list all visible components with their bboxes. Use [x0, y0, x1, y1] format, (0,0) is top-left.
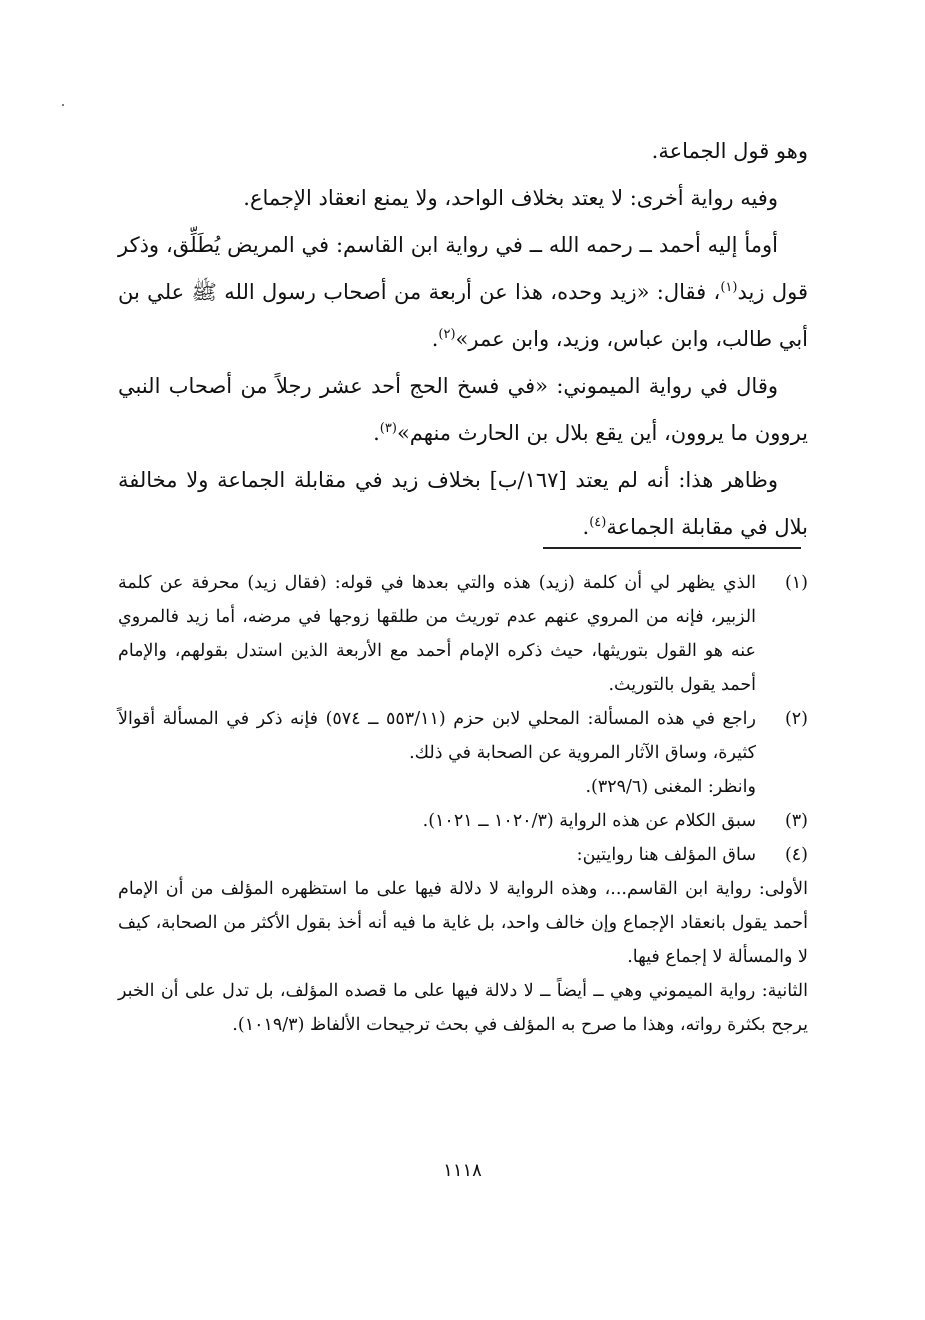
footnote-1-number: (١) [784, 573, 808, 593]
footnote-2-text-b: وانظر: المغنى (٣٢٩/٦). [585, 777, 756, 797]
footnote-1 [118, 566, 808, 702]
footnote-4-second: الثانية: رواية الميموني وهي ــ أيضاً ــ لا دلالة فيها على ما قصده المؤلف، بل تدل على أن الخبر يرجح بكثرة رواته، وهذا ما صرح به المؤلف في بحث ترجيحات الألفاظ (١٠١٩/٣). [118, 981, 808, 1035]
footnote-4-continuation [118, 872, 808, 1042]
footnote-1-text: الذي يظهر لي أن كلمة (زيد) هذه والتي بعدها في قوله: (فقال زيد) محرفة عن كلمة الزبير، فإنه من المروي عنهم عدم توريث من طلقها زوجها في مرضه، أما زيد فالمروي عنه هو القول بتوريثها، حيث ذكره الإمام أحمد مع الأربعة الذين استدل بقولهم، والإمام أحمد يقول بالتوريث. [118, 573, 756, 695]
footnote-ref-1: (١) [720, 280, 738, 295]
footnote-ref-3: (٣) [379, 421, 397, 436]
page-number: ١١١٨ [443, 1160, 482, 1181]
paragraph-4 [118, 363, 808, 457]
footnote-4 [118, 838, 808, 872]
main-text [118, 128, 808, 551]
paragraph-5-text: وظاهر هذا: أنه لم يعتد [١٦٧/ب] بخلاف زيد في مقابلة الجماعة ولا مخالفة بلال في مقابلة الجماعة [118, 468, 808, 539]
footnote-3-number: (٣) [784, 811, 808, 831]
paragraph-3-text: أومأ إليه أحمد ــ رحمه الله ــ في رواية ابن القاسم: في المريض يُطَلِّق، وذكر قول زيد [118, 233, 808, 304]
footnote-2 [118, 702, 808, 804]
paragraph-4-end: . [373, 421, 380, 445]
footnote-2-number: (٢) [784, 709, 808, 729]
footnote-2-text: راجع في هذه المسألة: المحلي لابن حزم (٥٥٣/١١ ــ ٥٧٤) فإنه ذكر في المسألة أقوالاً كثيرة، وساق الآثار المروية عن الصحابة في ذلك. [118, 709, 756, 763]
footnote-4-text: ساق المؤلف هنا روايتين: [576, 845, 756, 865]
paragraph-4-text: وقال في رواية الميموني: «في فسخ الحج أحد عشر رجلاً من أصحاب النبي يروون ما يروون، أين يقع بلال بن الحارث منهم» [118, 374, 808, 445]
footnotes [118, 566, 808, 1042]
paragraph-3 [118, 222, 808, 363]
footnote-ref-4: (٤) [589, 515, 607, 530]
footnote-3 [118, 804, 808, 838]
paragraph-5 [118, 457, 808, 551]
footnote-separator [543, 547, 801, 549]
footnote-4-first: الأولى: رواية ابن القاسم...، وهذه الرواية لا دلالة فيها على ما استظهره المؤلف من أن الإمام أحمد يقول بانعقاد الإجماع وإن خالف واحد، بل غاية ما فيه أنه أخذ بقول الأكثر من الصحابة، كيف لا والمسألة لا إجماع فيها. [118, 879, 808, 967]
paragraph-3-text-cont: ، فقال: «زيد وحده، هذا عن أربعة من أصحاب رسول الله ﷺ علي بن أبي طالب، وابن عباس، وزيد، وابن عمر» [118, 280, 808, 351]
scan-speck [62, 104, 64, 106]
paragraph-3-end: . [431, 327, 439, 351]
paragraph-5-end: . [582, 515, 590, 539]
footnote-3-text: سبق الكلام عن هذه الرواية (١٠٢٠/٣ ــ ١٠٢١). [422, 811, 756, 831]
paragraph-1: وهو قول الجماعة. [651, 139, 808, 163]
footnote-ref-2: (٢) [438, 327, 456, 342]
footnote-4-number: (٤) [784, 845, 808, 865]
paragraph-2: وفيه رواية أخرى: لا يعتد بخلاف الواحد، ولا يمنع انعقاد الإجماع. [243, 186, 778, 210]
